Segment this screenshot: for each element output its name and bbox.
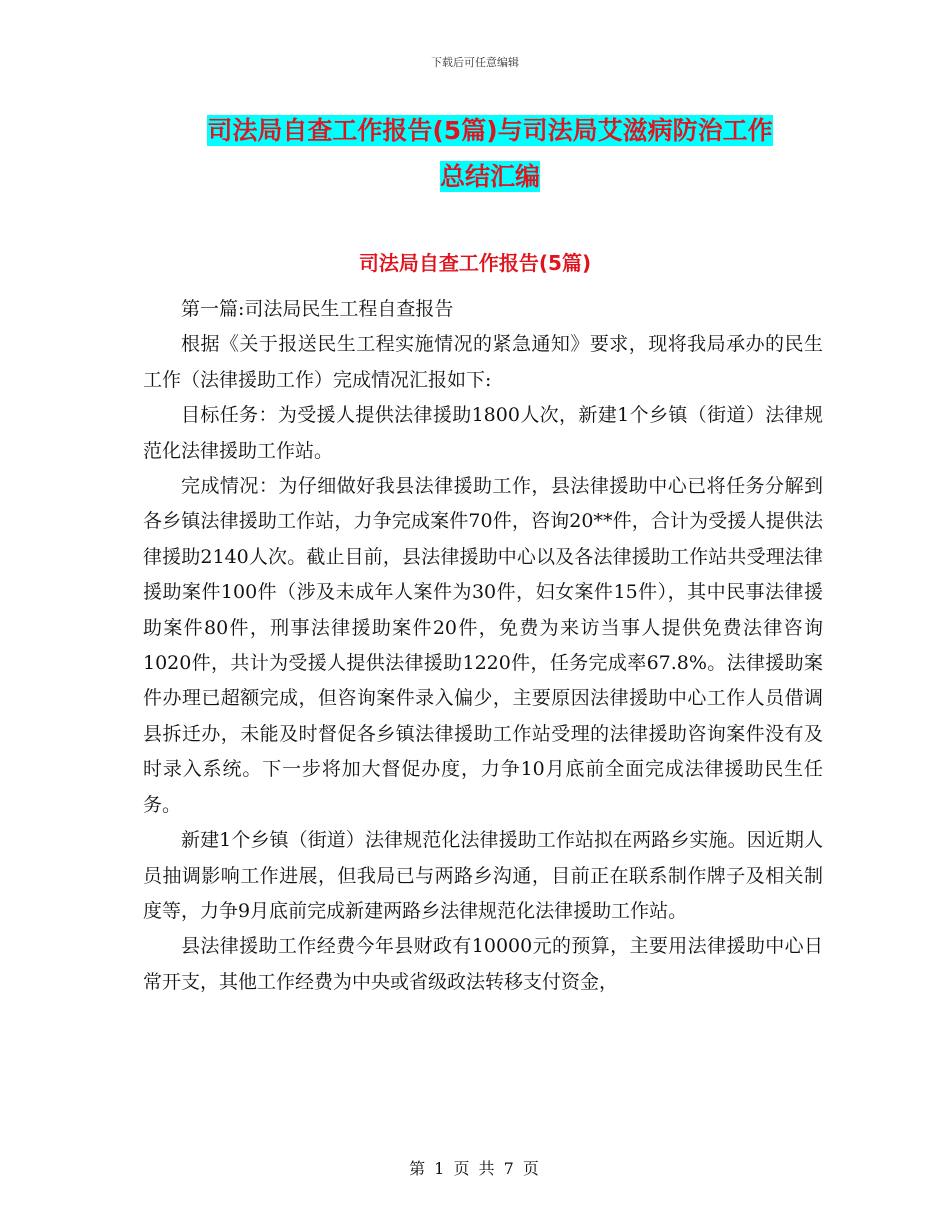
main-title-line-1: 司法局自查工作报告(5篇)与司法局艾滋病防治工作 — [207, 116, 773, 145]
paragraph: 县法律援助工作经费今年县财政有10000元的预算，主要用法律援助中心日常开支，其他工作经费为中央或省级政法转移支付资金， — [143, 935, 823, 993]
paragraph: 完成情况：为仔细做好我县法律援助工作，县法律援助中心已将任务分解到各乡镇法律援助工作站，力争完成案件70件，咨询20**件，合计为受援人提供法律援助2140人次。截止目前，县法律援助中心以及各法律援助工作站共受理法律援助案件100件（涉及未成年人案件为30件，妇女案件15件），其中民事法律援助案件80件，刑事法律援助案件20件，免费为来访当事人提供免费法律咨询1020件，共计为受援人提供法律援助1220件，任务完成率67.8%。法律援助案件办理已超额完成，但咨询案件录入偏少，主要原因法律援助中心工作人员借调县拆迁办，未能及时督促各乡镇法律援助工作站受理的法律援助咨询案件没有及时录入系统。下一步将加大督促办度，力争10月底前全面完成法律援助民生任务。 — [143, 475, 823, 816]
header-note: 下载后可任意编辑 — [431, 56, 519, 69]
paragraph: 根据《关于报送民生工程实施情况的紧急通知》要求，现将我局承办的民生工作（法律援助工作）完成情况汇报如下: — [143, 333, 823, 391]
body-text — [143, 292, 823, 1000]
section-title: 司法局自查工作报告(5篇) — [358, 251, 592, 275]
page-indicator: 第 1 页 共 7 页 — [409, 1159, 541, 1178]
main-title-line-2: 总结汇编 — [439, 162, 540, 191]
paragraph: 第一篇:司法局民生工程自查报告 — [181, 298, 454, 320]
main-title — [140, 108, 840, 200]
paragraph: 目标任务：为受援人提供法律援助1800人次，新建1个乡镇（街道）法律规范化法律援助工作站。 — [143, 404, 823, 462]
paragraph: 新建1个乡镇（街道）法律规范化法律援助工作站拟在两路乡实施。因近期人员抽调影响工作进展，但我局已与两路乡沟通，目前正在联系制作牌子及相关制度等，力争9月底前完成新建两路乡法律规范化法律援助工作站。 — [143, 829, 823, 922]
